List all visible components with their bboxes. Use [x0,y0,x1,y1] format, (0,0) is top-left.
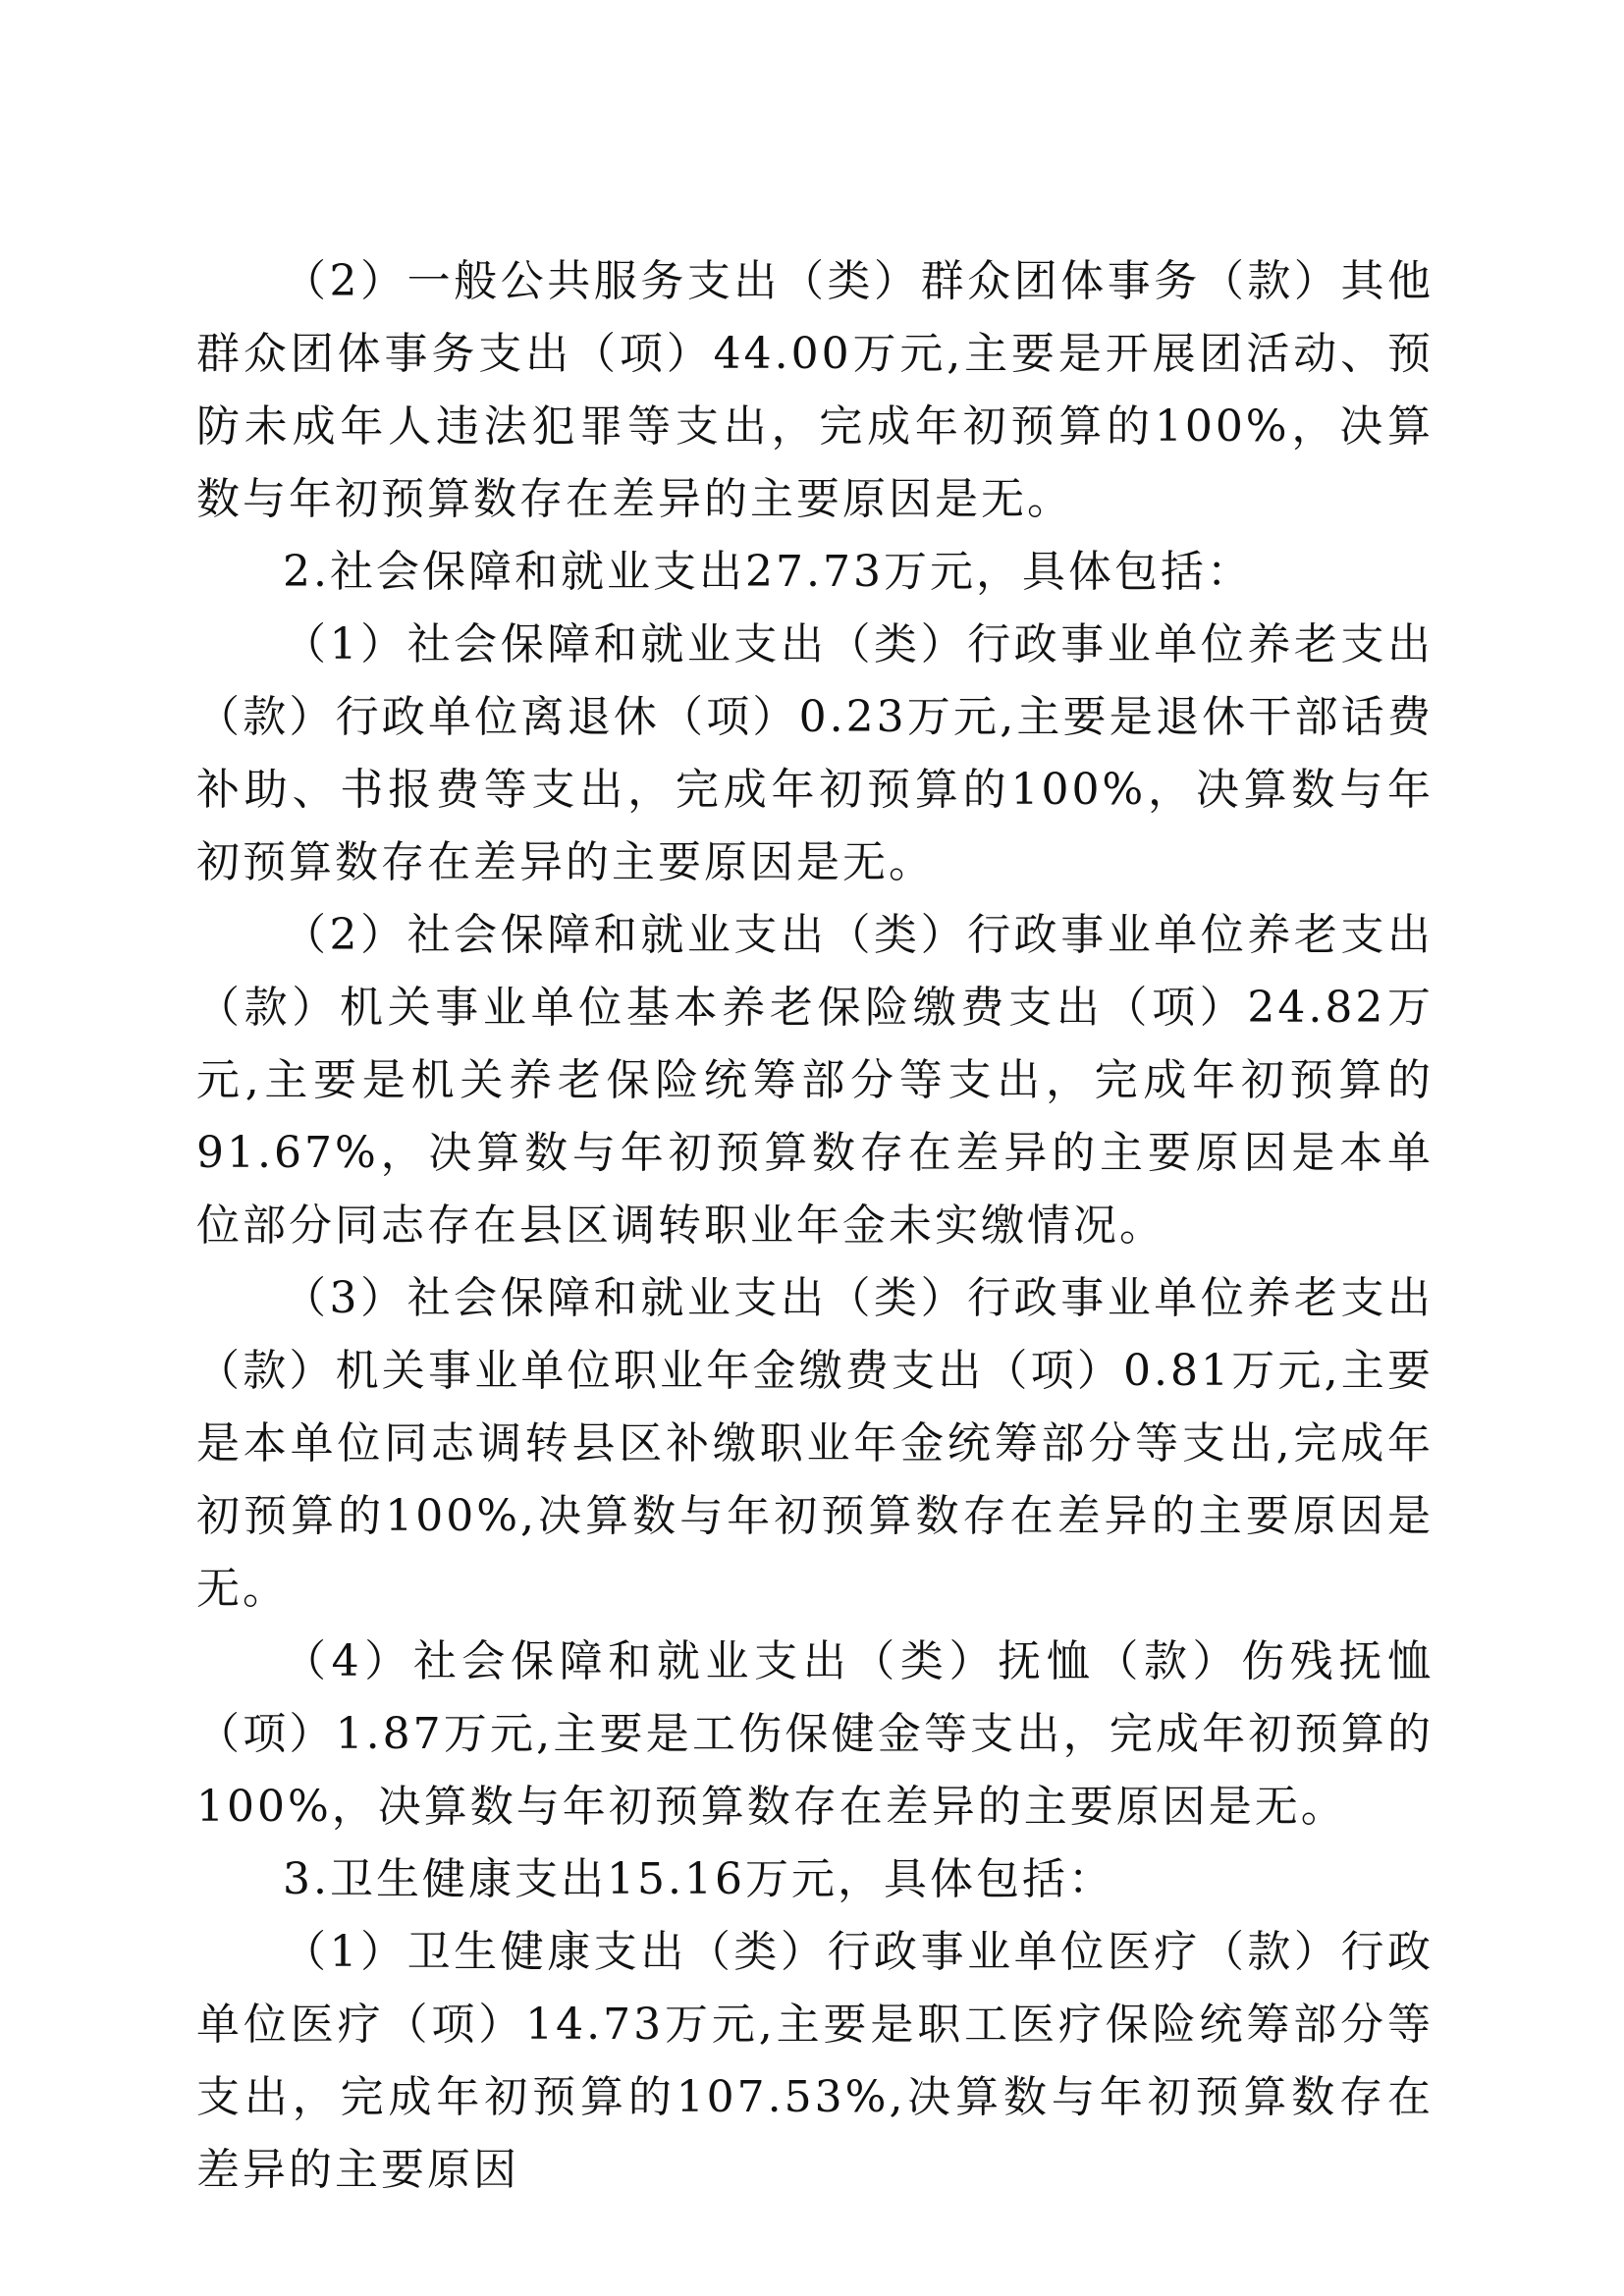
paragraph-social-security-item-2: （2）社会保障和就业支出（类）行政事业单位养老支出（款）机关事业单位基本养老保险缴费支出（项）24.82万元,主要是机关养老保险统筹部分等支出，完成年初预算的91.67%，决算数与年初预算数存在差异的主要原因是本单位部分同志存在县区调转职业年金未实缴情况。 [196,910,1434,1251]
heading-health: 3.卫生健康支出15.16万元，具体包括： [283,1854,1114,1904]
paragraph-social-security-item-4: （4）社会保障和就业支出（类）抚恤（款）伤残抚恤（项）1.87万元,主要是工伤保健金等支出，完成年初预算的100%，决算数与年初预算数存在差异的主要原因是无。 [196,1636,1434,1832]
paragraph-social-security-item-3: （3）社会保障和就业支出（类）行政事业单位养老支出（款）机关事业单位职业年金缴费支出（项）0.81万元,主要是本单位同志调转县区补缴职业年金统筹部分等支出,完成年初预算的100%,决算数与年初预算数存在差异的主要原因是无。 [196,1273,1434,1614]
document-page [196,245,1434,2207]
heading-social-security: 2.社会保障和就业支出27.73万元，具体包括： [283,547,1253,597]
paragraph-general-public-service-item-2: （2）一般公共服务支出（类）群众团体事务（款）其他群众团体事务支出（项）44.00万元,主要是开展团活动、预防未成年人违法犯罪等支出，完成年初预算的100%，决算数与年初预算数存在差异的主要原因是无。 [196,256,1434,524]
paragraph-social-security-item-1: （1）社会保障和就业支出（类）行政事业单位养老支出（款）行政单位离退休（项）0.23万元,主要是退休干部话费补助、书报费等支出，完成年初预算的100%，决算数与年初预算数存在差异的主要原因是无。 [196,619,1434,887]
paragraph-health-item-1: （1）卫生健康支出（类）行政事业单位医疗（款）行政单位医疗（项）14.73万元,主要是职工医疗保险统筹部分等支出，完成年初预算的107.53%,决算数与年初预算数存在差异的主要原因 [196,1927,1434,2195]
